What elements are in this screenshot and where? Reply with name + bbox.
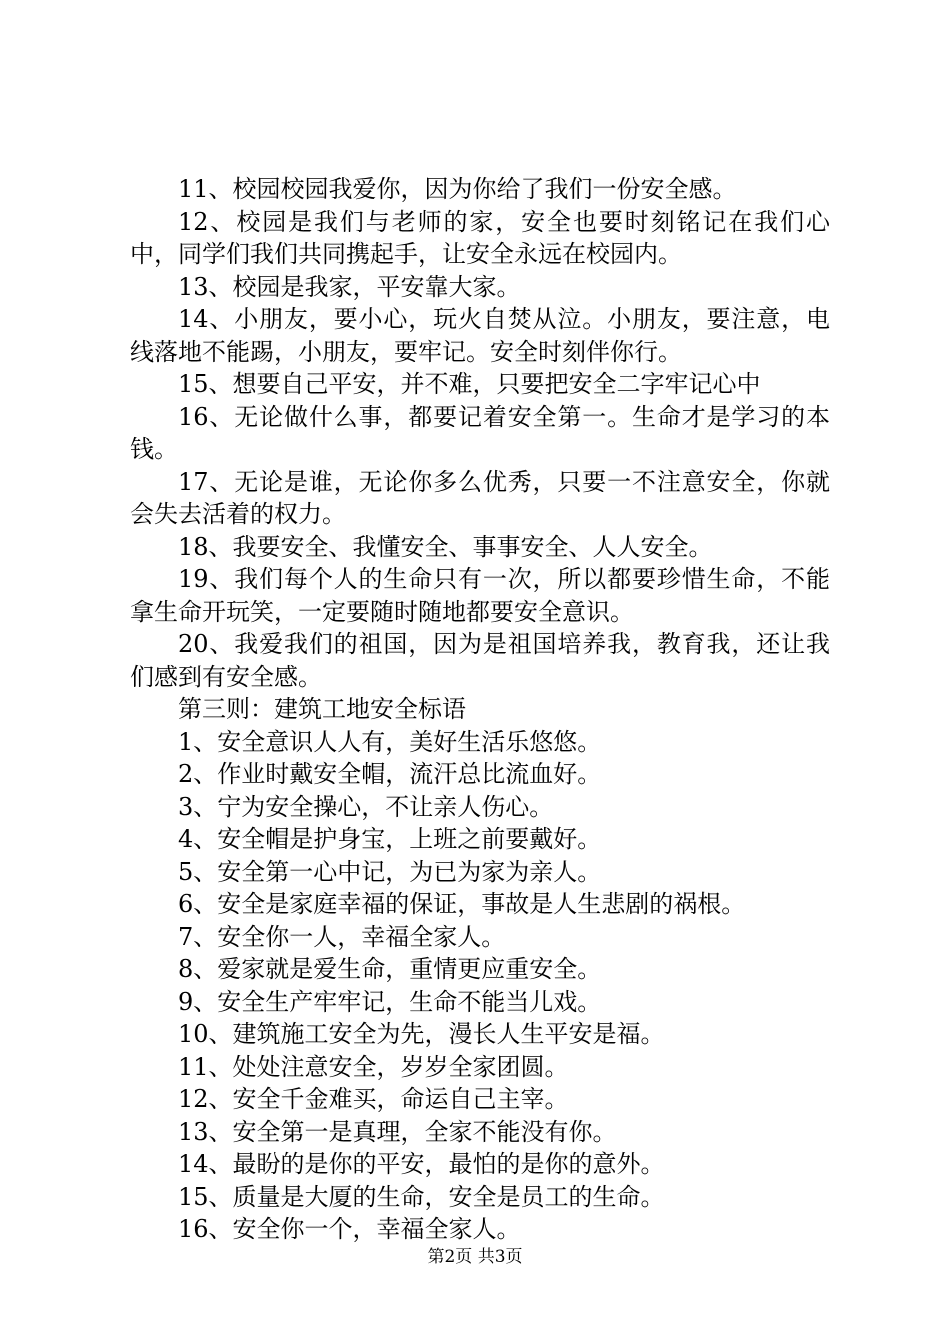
paragraph: 17、无论是谁，无论你多么优秀，只要一不注意安全，你就会失去活着的权力。 [130,467,830,528]
page-footer: 第2页 共3页 [427,1247,523,1267]
paragraph: 15、想要自己平安，并不难，只要把安全二字牢记心中 [178,370,761,398]
paragraph: 13、安全第一是真理，全家不能没有你。 [178,1117,617,1146]
paragraph: 12、安全千金难买，命运自己主宰。 [178,1085,569,1113]
paragraph: 1、安全意识人人有，美好生活乐悠悠。 [178,727,602,756]
paragraph: 4、安全帽是护身宝，上班之前要戴好。 [178,825,602,853]
paragraph: 15、质量是大厦的生命，安全是员工的生命。 [178,1182,665,1211]
paragraph: 14、最盼的是你的平安，最怕的是你的意外。 [178,1150,665,1178]
document-body [130,173,830,1246]
paragraph: 11、校园校园我爱你，因为你给了我们一份安全感。 [178,175,737,203]
paragraph: 3、宁为安全操心，不让亲人伤心。 [178,792,554,821]
paragraph: 6、安全是家庭幸福的保证，事故是人生悲剧的祸根。 [178,890,746,918]
paragraph: 14、小朋友，要小心，玩火自焚从泣。小朋友，要注意，电线落地不能踢，小朋友，要牢记。安全时刻伴你行。 [130,305,830,366]
paragraph: 12、校园是我们与老师的家，安全也要时刻铭记在我们心中，同学们我们共同携起手，让安全永远在校园内。 [130,207,830,268]
paragraph: 7、安全你一人，幸福全家人。 [178,922,506,951]
paragraph: 20、我爱我们的祖国，因为是祖国培养我，教育我，还让我们感到有安全感。 [130,630,830,691]
paragraph: 11、处处注意安全，岁岁全家团圆。 [178,1052,569,1081]
paragraph: 2、作业时戴安全帽，流汗总比流血好。 [178,760,602,788]
paragraph: 10、建筑施工安全为先，漫长人生平安是福。 [178,1020,665,1048]
paragraph: 5、安全第一心中记，为已为家为亲人。 [178,857,602,886]
paragraph: 19、我们每个人的生命只有一次，所以都要珍惜生命，不能拿生命开玩笑，一定要随时随地都要安全意识。 [130,565,830,626]
paragraph: 16、安全你一个，幸福全家人。 [178,1215,521,1243]
paragraph: 8、爱家就是爱生命，重情更应重安全。 [178,955,602,983]
section-heading: 第三则：建筑工地安全标语 [178,695,466,723]
paragraph: 18、我要安全、我懂安全、事事安全、人人安全。 [178,532,713,561]
paragraph: 16、无论做什么事，都要记着安全第一。生命才是学习的本钱。 [130,402,830,463]
paragraph: 9、安全生产牢牢记，生命不能当儿戏。 [178,987,602,1016]
paragraph: 13、校园是我家，平安靠大家。 [178,272,521,301]
